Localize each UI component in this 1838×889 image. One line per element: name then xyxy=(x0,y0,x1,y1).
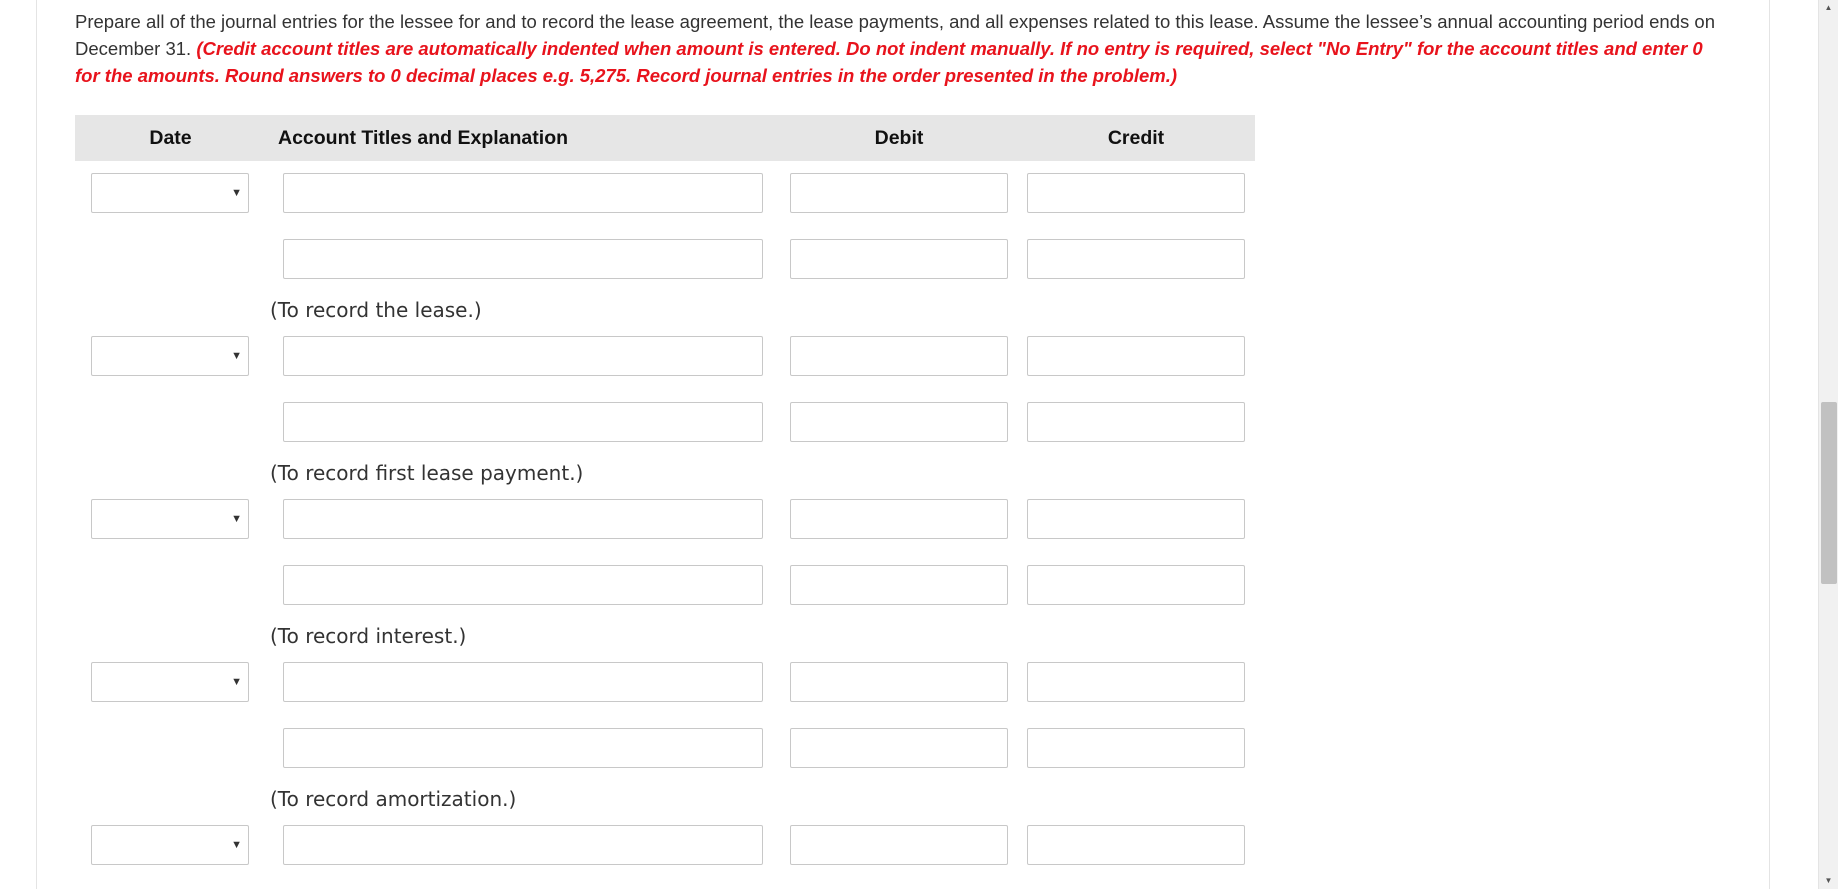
entry-2-credit-1-input[interactable] xyxy=(1027,336,1245,376)
entry-4-row-1 xyxy=(75,662,1255,704)
entry-3-date-select[interactable] xyxy=(91,499,249,539)
entry-3-row-1 xyxy=(75,499,1255,541)
entry-4-account-1-input[interactable] xyxy=(283,662,763,702)
entry-1-row-1 xyxy=(75,173,1255,215)
entry-5-account-1-input[interactable] xyxy=(283,825,763,865)
entry-2-explanation: (To record first lease payment.) xyxy=(270,461,584,485)
entry-4-credit-2-input[interactable] xyxy=(1027,728,1245,768)
entry-4-debit-1-input[interactable] xyxy=(790,662,1008,702)
entry-3-credit-1-input[interactable] xyxy=(1027,499,1245,539)
scroll-up-icon[interactable]: ▲ xyxy=(1824,3,1833,12)
entry-3-account-1-input[interactable] xyxy=(283,499,763,539)
instructions-text: Prepare all of the journal entries for the lessee for and to record the lease agreement, the lease payments, and all expenses related to this lease. Assume the lessee’s annual accounting period ends on December 31. xyxy=(75,11,1715,59)
chevron-down-icon: ▼ xyxy=(231,350,242,362)
entry-5-row-1 xyxy=(75,825,1255,867)
instructions xyxy=(75,8,1725,89)
entry-2-account-1-input[interactable] xyxy=(283,336,763,376)
entry-4-explanation: (To record amortization.) xyxy=(270,787,517,811)
entry-1-explanation: (To record the lease.) xyxy=(270,298,482,322)
entry-1-account-2-input[interactable] xyxy=(283,239,763,279)
chevron-down-icon: ▼ xyxy=(231,839,242,851)
entry-2-date-select[interactable] xyxy=(91,336,249,376)
header-account-titles: Account Titles and Explanation xyxy=(278,127,569,149)
scroll-down-icon[interactable]: ▼ xyxy=(1824,876,1833,885)
header-credit: Credit xyxy=(1107,127,1165,149)
entry-4-account-2-input[interactable] xyxy=(283,728,763,768)
chevron-down-icon: ▼ xyxy=(231,513,242,525)
entry-3-debit-1-input[interactable] xyxy=(790,499,1008,539)
chevron-down-icon: ▼ xyxy=(231,676,242,688)
entry-4-date-select[interactable] xyxy=(91,662,249,702)
chevron-down-icon: ▼ xyxy=(231,187,242,199)
entry-1-account-1-input[interactable] xyxy=(283,173,763,213)
entry-3-explanation: (To record interest.) xyxy=(270,624,467,648)
header-date: Date xyxy=(149,127,192,149)
entry-5-debit-1-input[interactable] xyxy=(790,825,1008,865)
scrollbar-thumb[interactable] xyxy=(1821,402,1837,584)
entry-1-debit-2-input[interactable] xyxy=(790,239,1008,279)
entry-3-account-2-input[interactable] xyxy=(283,565,763,605)
header-debit: Debit xyxy=(874,127,924,149)
entry-1-date-select[interactable] xyxy=(91,173,249,213)
entry-4-debit-2-input[interactable] xyxy=(790,728,1008,768)
instructions-note: (Credit account titles are automatically indented when amount is entered. Do not indent manually. If no entry is required, select "No Entry" for the account titles and enter 0 for the amounts. Round answers to 0 decimal places e.g. 5,275. Record journal entries in the order presented in the problem.) xyxy=(75,38,1703,86)
entry-3-row-2 xyxy=(75,565,1255,607)
entry-4-row-2 xyxy=(75,728,1255,770)
entry-3-credit-2-input[interactable] xyxy=(1027,565,1245,605)
entry-2-row-1 xyxy=(75,336,1255,378)
entry-5-credit-1-input[interactable] xyxy=(1027,825,1245,865)
table-header xyxy=(75,115,1255,161)
entry-2-row-2 xyxy=(75,402,1255,444)
entry-2-debit-1-input[interactable] xyxy=(790,336,1008,376)
entry-4-credit-1-input[interactable] xyxy=(1027,662,1245,702)
vertical-scrollbar[interactable] xyxy=(1818,0,1838,889)
entry-2-debit-2-input[interactable] xyxy=(790,402,1008,442)
entry-1-credit-1-input[interactable] xyxy=(1027,173,1245,213)
entry-1-credit-2-input[interactable] xyxy=(1027,239,1245,279)
entry-5-date-select[interactable] xyxy=(91,825,249,865)
entry-2-credit-2-input[interactable] xyxy=(1027,402,1245,442)
entry-1-debit-1-input[interactable] xyxy=(790,173,1008,213)
entry-2-account-2-input[interactable] xyxy=(283,402,763,442)
entry-1-row-2 xyxy=(75,239,1255,281)
entry-3-debit-2-input[interactable] xyxy=(790,565,1008,605)
